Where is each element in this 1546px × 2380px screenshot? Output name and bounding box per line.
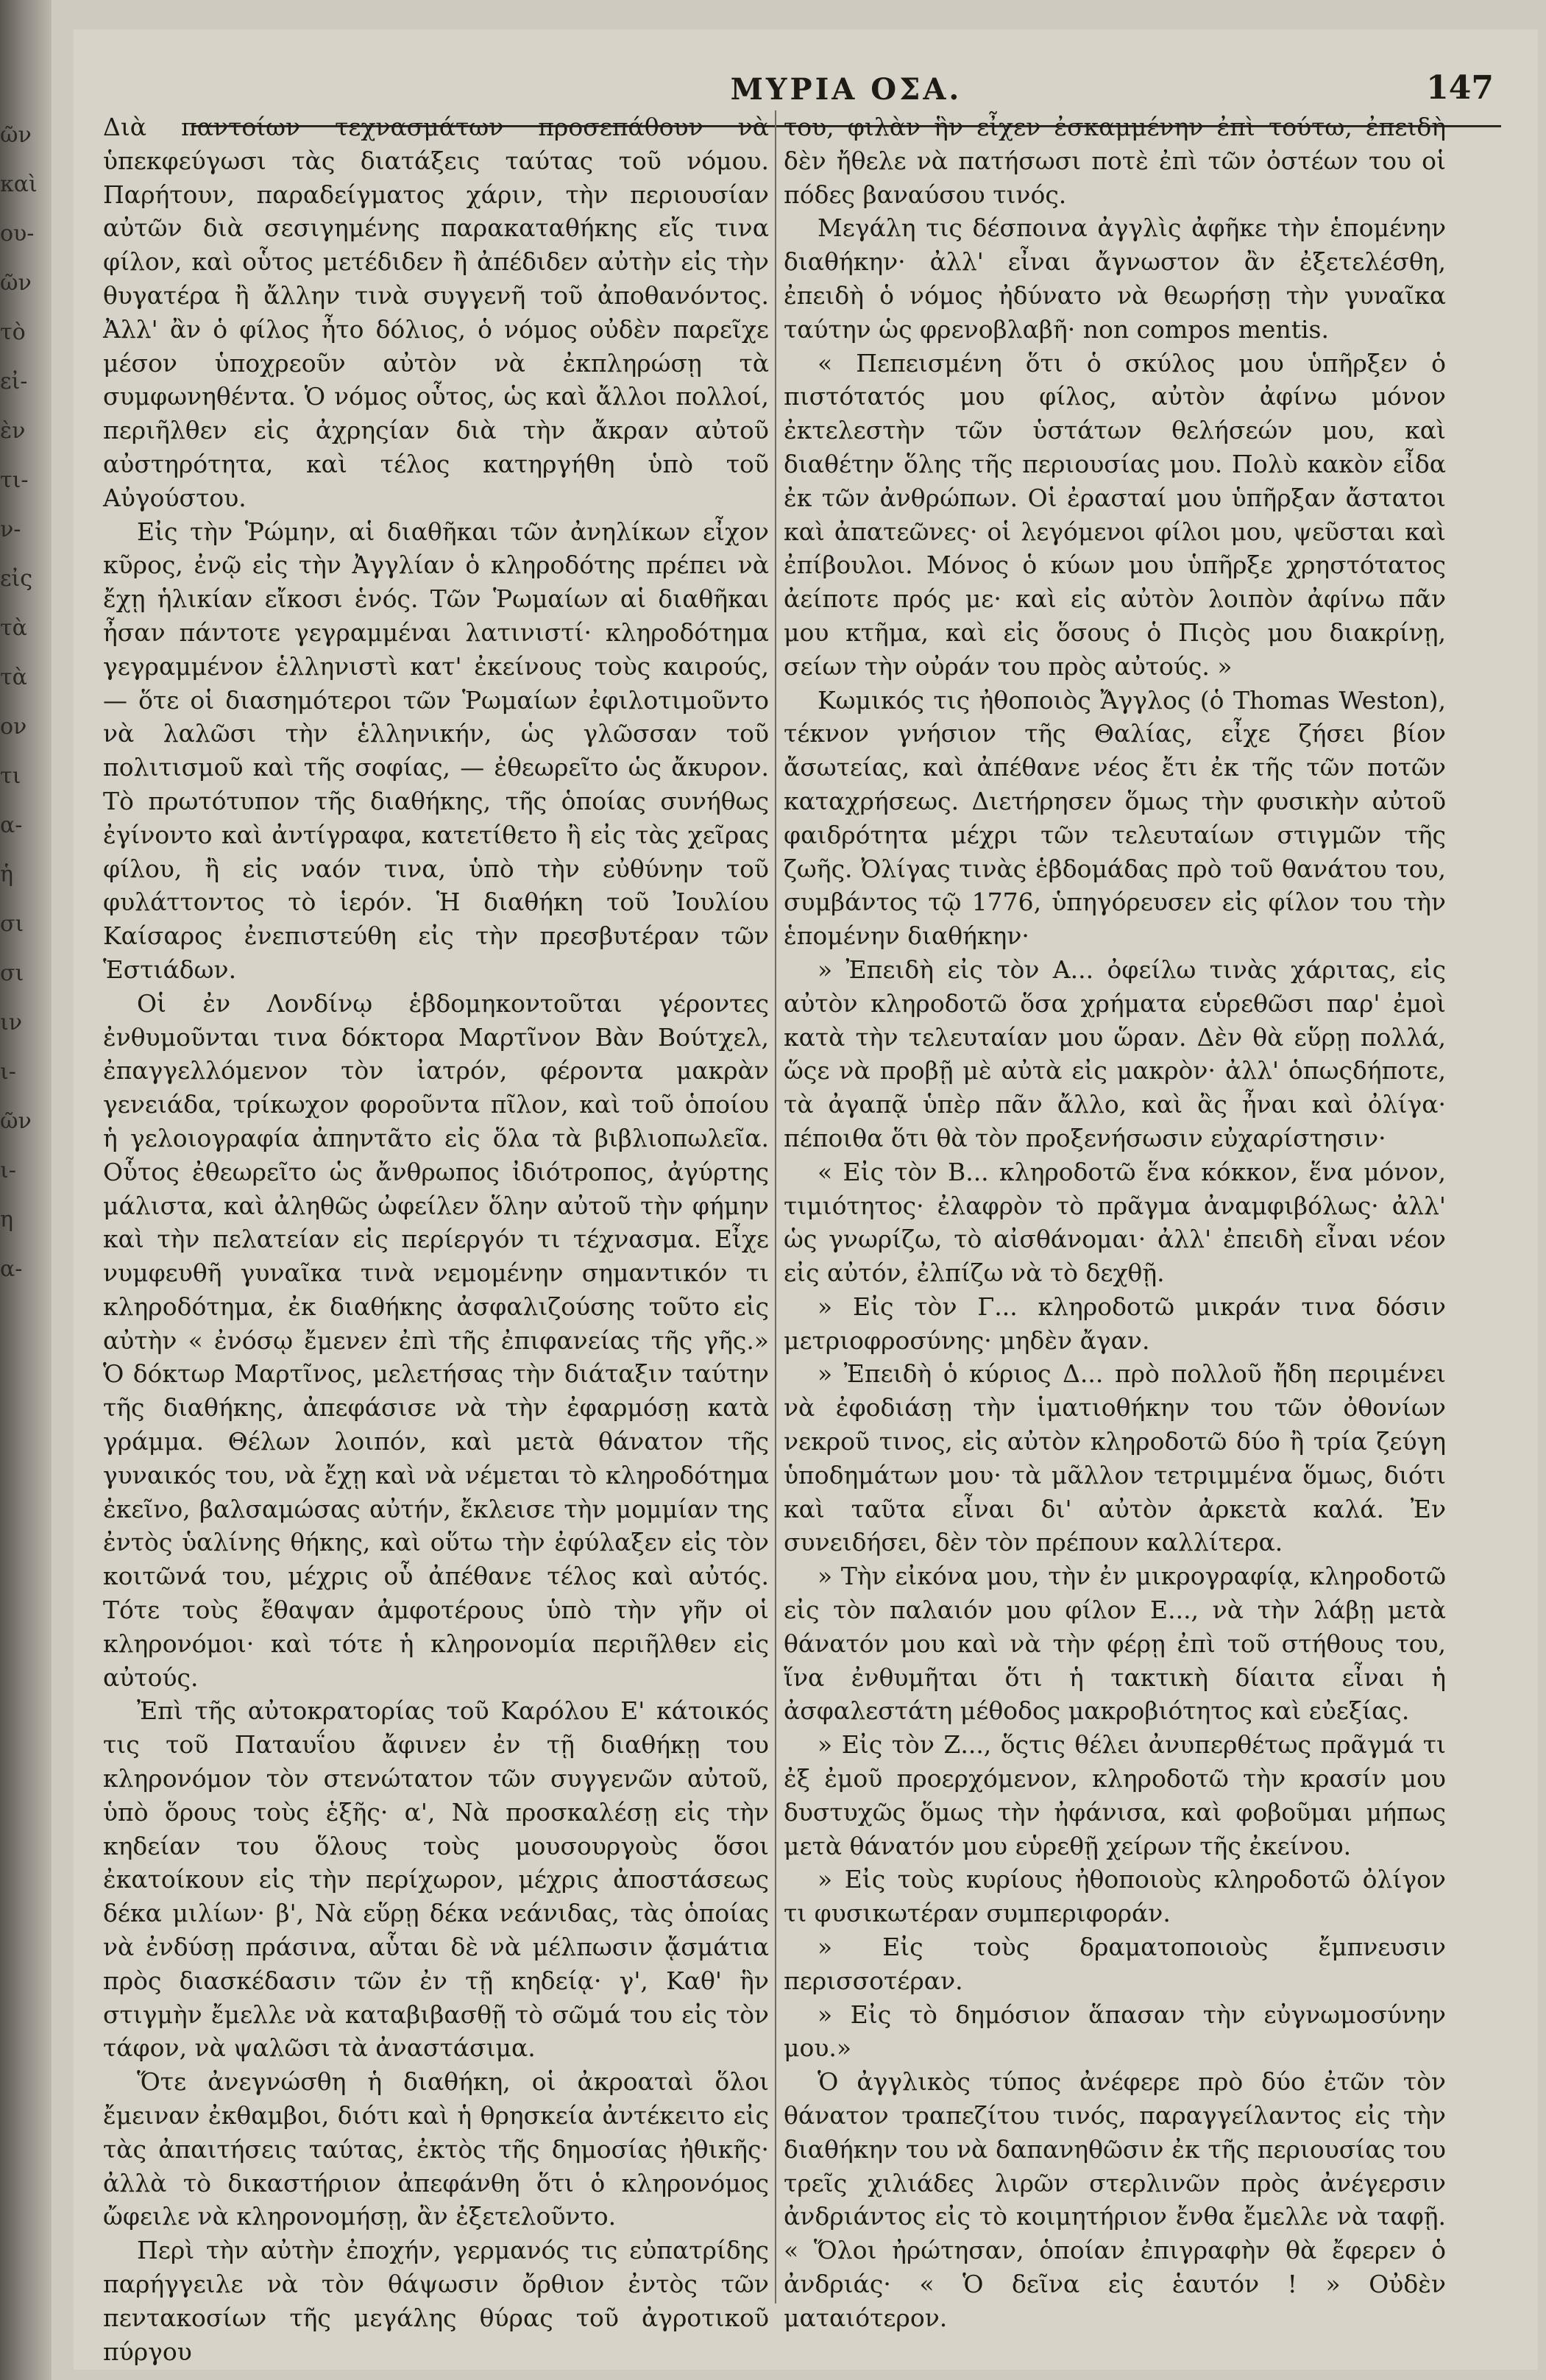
paragraph: Εἰς τὴν Ῥώμην, αἱ διαθῆκαι τῶν ἀνηλίκων εἶχον κῦρος, ἐνῷ εἰς τὴν Ἀγγλίαν ὁ κληροδότης πρέπει νὰ ἔχῃ ἡλικίαν εἴκοσι ἑνός. Τῶν Ῥωμαίων αἱ διαθῆκαι ἦσαν πάντοτε γεγραμμέναι λατινιστί· κληροδότημα γεγραμμένον ἑλληνιστὶ κατ' ἐκείνους τοὺς καιρούς, — ὅτε οἱ διασημότεροι τῶν Ῥωμαίων ἐφιλοτιμοῦντο νὰ λαλῶσι τὴν ἑλληνικήν, ὡς γλῶσσαν τοῦ πολιτισμοῦ καὶ τῆς σοφίας, — ἐθεωρεῖτο ὡς ἄκυρον. Τὸ πρωτότυπον τῆς διαθήκης, τῆς ὁποίας συνήθως ἐγίνοντο καὶ ἀντίγραφα, κατετίθετο ἢ εἰς τὰς χεῖρας φίλου, ἢ εἰς ναόν τινα, ὑπὸ τὴν εὐθύνην τοῦ φυλάττοντος τὸ ἱερόν. Ἡ διαθήκη τοῦ Ἰουλίου Καίσαρος ἐνεπιστεύθη εἰς τὴν πρεσβυτέραν τῶν Ἑστιάδων. xyxy=(103,517,769,984)
paragraph: » Εἰς τὸ δημόσιον ἅπασαν τὴν εὐγνωμοσύνην μου.» xyxy=(784,2000,1446,2063)
paragraph: « Πεπεισμένη ὅτι ὁ σκύλος μου ὑπῆρξεν ὁ πιστότατός μου φίλος, αὐτὸν ἀφίνω μόνον ἐκτελεστὴν τῶν ὑστάτων θελήσεών μου, καὶ διαθέτην ὅλης τῆς περιουσίας μου. Πολὺ κακὸν εἶδα ἐκ τῶν ἀνθρώπων. Οἱ ἐρασταί μου ὑπῆρξαν ἄστατοι καὶ ἀπατεῶνες· οἱ λεγόμενοι φίλοι μου, ψεῦσται καὶ ἐπίβουλοι. Μόνος ὁ κύων μου ὑπῆρξε χρηστότατος ἀείποτε πρός με· καὶ εἰς αὐτὸν λοιπὸν ἀφίνω πᾶν μου κτῆμα, καὶ εἰς ὅσους ὁ Πιςὸς μου διακρίνῃ, σείων τὴν οὐράν του πρὸς αὐτούς. » xyxy=(784,348,1446,681)
paragraph: » Εἰς τοὺς κυρίους ἠθοποιοὺς κληροδοτῶ ὀλίγον τι φυσικωτέραν συμπεριφοράν. xyxy=(784,1865,1446,1928)
paragraph: « Εἰς τὸν Β... κληροδοτῶ ἕνα κόκκον, ἕνα μόνον, τιμιότητος· ἐλαφρὸν τὸ πρᾶγμα ἀναμφιβόλως· ἀλλ' ὡς γνωρίζω, τὸ αἰσθάνομαι· ἀλλ' ἐπειδὴ εἶναι νέον εἰς αὐτόν, ἐλπίζω νὰ τὸ δεχθῇ. xyxy=(784,1157,1446,1288)
adjacent-page-fragments: ῶν καὶ ου- ῶν τὸ εἰ- ὲν τι- ν- εἰς τὰ τὰ ον τι α- ἡ σι σι ιν ι- ῶν ι- η α- xyxy=(0,122,38,1282)
paragraph: Ὁ ἀγγλικὸς τύπος ἀνέφερε πρὸ δύο ἐτῶν τὸν θάνατον τραπεζίτου τινός, παραγγείλαντος εἰς τὴν διαθήκην του νὰ δαπανηθῶσιν ἐκ τῆς περιουσίας του τρεῖς χιλιάδες λιρῶν στερλινῶν πρὸς ἀνέγερσιν ἀνδριάντος εἰς τὸ κοιμητήριον ἔνθα ἔμελλε νὰ ταφῇ. « Ὅλοι ἠρώτησαν, ὁποίαν ἐπιγραφὴν θὰ ἔφερεν ὁ ἀνδριάς· « Ὁ δεῖνα εἰς ἑαυτόν ! » Οὐδὲν ματαιότερον. xyxy=(784,2067,1446,2332)
running-title: ΜΥΡΙΑ ΟΣΑ. xyxy=(730,72,962,107)
paragraph: » Ἐπειδὴ εἰς τὸν Α... ὀφείλω τινὰς χάριτας, εἰς αὐτὸν κληροδοτῶ ὅσα χρήματα εὑρεθῶσι παρ' ἐμοὶ κατὰ τὴν τελευταίαν μου ὥραν. Δὲν θὰ εὕρῃ πολλά, ὥςε νὰ προβῇ μὲ αὐτὰ εἰς μακρὸν· ἀλλ' ὁπωςδήποτε, τὰ ἀγαπᾷ ὑπὲρ πᾶν ἄλλο, καὶ ἂς ἦναι καὶ ὀλίγα· πέποιθα ὅτι θὰ τὸν προξενήσωσιν εὐχαρίστησιν· xyxy=(784,955,1446,1152)
paragraph: » Ἐπειδὴ ὁ κύριος Δ... πρὸ πολλοῦ ἤδη περιμένει νὰ ἐφοδιάσῃ τὴν ἱματιοθήκην του τῶν ὀθονίων νεκροῦ τινος, εἰς αὐτὸν κληροδοτῶ δύο ἢ τρία ζεύγη ὑποδημάτων μου· τὰ μᾶλλον τετριμμένα ὅμως, διότι καὶ ταῦτα εἶναι δι' αὐτὸν ἀρκετὰ καλά. Ἐν συνειδήσει, δὲν τὸν πρέπουν καλλίτερα. xyxy=(784,1359,1446,1557)
paragraph: του, φιλὰν ἣν εἶχεν ἐσκαμμένην ἐπὶ τούτω, ἐπειδὴ δὲν ἤθελε νὰ πατήσωσι ποτὲ ἐπὶ τῶν ὀστέων του οἱ πόδες βαναύσου τινός. xyxy=(784,113,1446,209)
paragraph: Ὅτε ἀνεγνώσθη ἡ διαθήκη, οἱ ἀκροαταὶ ὅλοι ἔμειναν ἐκθαμβοι, διότι καὶ ἡ θρησκεία ἀντέκειτο εἰς τὰς ἀπαιτήσεις ταύτας, ἐκτὸς τῆς δημοσίας ἠθικῆς· ἀλλὰ τὸ δικαστήριον ἀπεφάνθη ὅτι ὁ κληρονόμος ὤφειλε νὰ κληρονομήσῃ, ἂν ἐξετελοῦντο. xyxy=(103,2067,769,2231)
page-number: 147 xyxy=(1426,69,1494,107)
paragraph: » Εἰς τοὺς δραματοποιοὺς ἔμπνευσιν περισσοτέραν. xyxy=(784,1933,1446,1995)
paragraph: Κωμικός τις ἠθοποιὸς Ἄγγλος (ὁ Thomas Weston), τέκνον γνήσιον τῆς Θαλίας, εἶχε ζήσει βίον ἄσωτείας, καὶ ἀπέθανε νέος ἔτι ἐκ τῆς τῶν ποτῶν καταχρήσεως. Διετήρησεν ὅμως τὴν φυσικὴν αὐτοῦ φαιδρότητα μέχρι τῶν τελευταίων στιγμῶν τῆς ζωῆς. Ὀλίγας τινὰς ἑβδομάδας πρὸ τοῦ θανάτου του, συμβάντος τῷ 1776, ὑπηγόρευσεν εἰς φίλον του τὴν ἑπομένην διαθήκην· xyxy=(784,685,1446,951)
paragraph: Οἱ ἐν Λονδίνῳ ἑβδομηκοντοῦται γέροντες ἐνθυμοῦνται τινα δόκτορα Μαρτῖνον Βὰν Βούτχελ, ἐπαγγελλόμενον τὸν ἰατρόν, φέροντα μακρὰν γενειάδα, τρίκωχον φοροῦντα πῖλον, καὶ τοῦ ὁποίου ἡ γελοιογραφία ἀπηντᾶτο εἰς ὅλα τὰ βιβλιοπωλεῖα. Οὗτος ἐθεωρεῖτο ὡς ἄνθρωπος ἰδιότροπος, ἀγύρτης μάλιστα, καὶ ἀληθῶς ὠφείλεν ὅλην αὐτοῦ τὴν φήμην καὶ τὴν πελατείαν εἰς περίεργόν τι τέχνασμα. Εἶχε νυμφευθῆ γυναῖκα τινὰ νεμομένην σημαντικόν τι κληροδότημα, ἐκ διαθήκης ἀσφαλιζούσης τοῦτο εἰς αὐτὴν « ἐνόσῳ ἔμενεν ἐπὶ τῆς ἐπιφανείας τῆς γῆς.» Ὁ δόκτωρ Μαρτῖνος, μελετήσας τὴν διάταξιν ταύτην τῆς διαθήκης, ἀπεφάσισε νὰ τὴν ἐφαρμόσῃ κατὰ γράμμα. Θέλων λοιπόν, καὶ μετὰ θάνατον τῆς γυναικός του, νὰ ἔχῃ καὶ νὰ νέμεται τὸ κληροδότημα ἐκεῖνο, βαλσαμώσας αὐτήν, ἔκλεισε τὴν μομμίαν της ἐντὸς ὑαλίνης θήκης, καὶ οὕτω τὴν ἐφύλαξεν εἰς τὸν κοιτῶνά του, μέχρις οὗ ἀπέθανε τέλος καὶ αὐτός. Τότε τοὺς ἔθαψαν ἀμφοτέρους ὑπὸ τὴν γῆν οἱ κληρονόμοι· καὶ τότε ἡ κληρονομία περιῆλθεν εἰς αὐτούς. xyxy=(103,988,769,1692)
binding-margin xyxy=(0,0,52,2380)
paragraph: Διὰ παντοίων τεχνασμάτων προσεπάθουν νὰ ὑπεκφεύγωσι τὰς διατάξεις ταύτας τοῦ νόμου. Παρήτουν, παραδείγματος χάριν, τὴν περιουσίαν αὐτῶν διὰ σεσιγημένης παρακαταθήκης εἴς τινα φίλον, καὶ οὗτος μετέδιδεν ἢ ἀπέδιδεν αὐτὴν εἰς τὴν θυγατέρα ἢ ἄλλην τινὰ συγγενῆ τοῦ ἀποθανόντος. Ἀλλ' ἂν ὁ φίλος ἦτο δόλιος, ὁ νόμος οὐδὲν παρεῖχε μέσον ὑποχρεοῦν αὐτὸν νὰ ἐκπληρώσῃ τὰ συμφωνηθέντα. Ὁ νόμος οὗτος, ὡς καὶ ἄλλοι πολλοί, περιῆλθεν εἰς ἀχρηςίαν διὰ τὴν ἄκραν αὐτοῦ αὐστηρότητα, καὶ τέλος κατηργήθη ὑπὸ τοῦ Αὐγούστου. xyxy=(103,113,769,512)
paragraph: » Εἰς τὸν Γ... κληροδοτῶ μικράν τινα δόσιν μετριοφροσύνης· μηδὲν ἄγαν. xyxy=(784,1292,1446,1355)
paragraph: Ἐπὶ τῆς αὐτοκρατορίας τοῦ Καρόλου Ε' κάτοικός τις τοῦ Παταυΐου ἄφινεν ἐν τῇ διαθήκῃ του κληρονόμον τὸν στενώτατον τῶν συγγενῶν αὐτοῦ, ὑπὸ ὅρους τοὺς ἑξῆς· α', Νὰ προσκαλέσῃ εἰς τὴν κηδείαν του ὅλους τοὺς μουσουργοὺς ὅσοι ἐκατοίκουν εἰς τὴν περίχωρον, μέχρις ἀποστάσεως δέκα μιλίων· β', Νὰ εὕρῃ δέκα νεάνιδας, τὰς ὁποίας νὰ ἐνδύσῃ πράσινα, αὗται δὲ νὰ μέλπωσιν ᾄσμάτια πρὸς διασκέδασιν τῶν ἐν τῇ κηδείᾳ· γ', Καθ' ἣν στιγμὴν ἔμελλε νὰ καταβιβασθῇ τὸ σῶμά του εἰς τὸν τάφον, νὰ ψαλῶσι τὰ ἀναστάσιμα. xyxy=(103,1696,769,2063)
column-rule xyxy=(775,110,776,2303)
left-column xyxy=(103,110,769,2366)
paragraph: Μεγάλη τις δέσποινα ἀγγλὶς ἀφῆκε τὴν ἑπομένην διαθήκην· ἀλλ' εἶναι ἄγνωστον ἂν ἐξετελέσθη, ἐπειδὴ ὁ νόμος ἠδύνατο νὰ θεωρήσῃ τὴν γυναῖκα ταύτην ὡς φρενοβλαβῆ· non compos mentis. xyxy=(784,213,1446,344)
paragraph: » Τὴν εἰκόνα μου, τὴν ἐν μικρογραφίᾳ, κληροδοτῶ εἰς τὸν παλαιόν μου φίλον Ε..., νὰ τὴν λάβῃ μετὰ θάνατόν μου καὶ νὰ τὴν φέρῃ ἐπὶ τοῦ στήθους του, ἵνα ἐνθυμῆται ὅτι ἡ τακτικὴ δίαιτα εἶναι ἡ ἀσφαλεστάτη μέθοδος μακροβιότητος καὶ εὐεξίας. xyxy=(784,1562,1446,1726)
paragraph: » Εἰς τὸν Ζ..., ὅςτις θέλει ἀνυπερθέτως πρᾶγμά τι ἐξ ἐμοῦ προερχόμενον, κληροδοτῶ τὴν κρασίν μου δυστυχῶς ὅμως τὴν ἠφάνισα, καὶ φοβοῦμαι μήπως μετὰ θάνατόν μου εὑρεθῇ χείρων τῆς ἐκείνου. xyxy=(784,1730,1446,1860)
right-column xyxy=(784,110,1446,2332)
paragraph: Περὶ τὴν αὐτὴν ἐποχήν, γερμανός τις εὐπατρίδης παρήγγειλε νὰ τὸν θάψωσιν ὄρθιον ἐντὸς τῶν πεντακοσίων τῆς μεγάλης θύρας τοῦ ἀγροτικοῦ πύργου xyxy=(103,2236,769,2366)
